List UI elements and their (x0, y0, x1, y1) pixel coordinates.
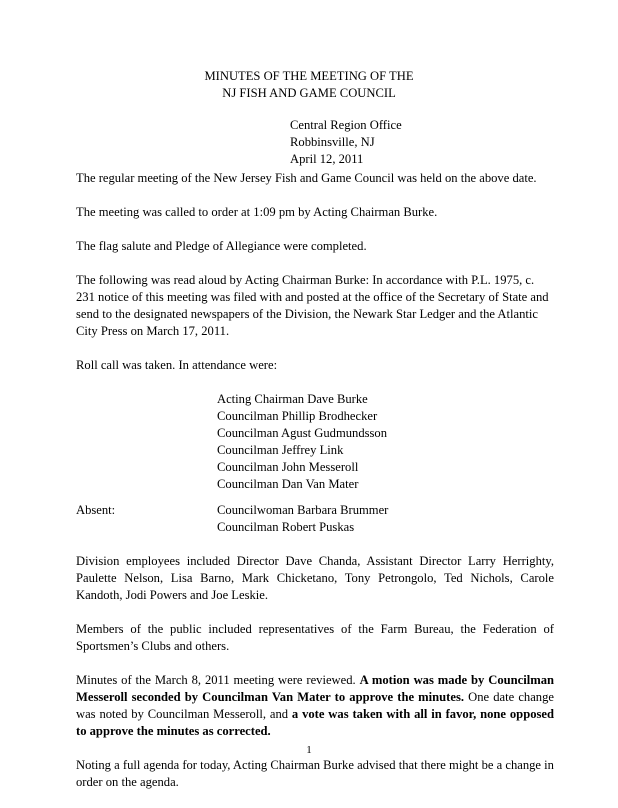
minutes-body (76, 170, 554, 808)
attendee-name: Councilman Jeffrey Link (217, 443, 344, 457)
meeting-location-block (290, 117, 402, 168)
minutes-review-text: Minutes of the March 8, 2011 meeting were reviewed. (76, 673, 360, 687)
absent-name: Councilwoman Barbara Brummer (217, 503, 389, 517)
motion-text: A motion was made by Councilman Messeroll seconded by Councilman Van Mater to approve the minutes. (76, 673, 555, 704)
paragraph-division-employees: Division employees included Director Dave Chanda, Assistant Director Larry Herrighty, Paulette Nelson, Lisa Barno, Mark Chicketano, Tony Petrongolo, Ted Nichols, Carole Kandoth, Jodi Powers and Joe Leskie. (76, 554, 554, 602)
paragraph-agenda-note: Noting a full agenda for today, Acting Chairman Burke advised that there might be a change in order on the agenda. (76, 758, 554, 789)
meeting-date: April 12, 2011 (290, 152, 364, 166)
location-office: Central Region Office (290, 118, 402, 132)
paragraph-flag-salute: The flag salute and Pledge of Allegiance were completed. (76, 239, 367, 253)
page-number: 1 (306, 744, 312, 756)
attendee-name: Acting Chairman Dave Burke (217, 392, 368, 406)
absent-section (76, 502, 554, 536)
paragraph-notice-statement: The following was read aloud by Acting Chairman Burke: In accordance with P.L. 1975, c. 231 notice of this meeting was filed with and posted at the office of the Secretary of State and send to the designated newspapers of the Division, the Newark Star Ledger and the Atlantic City Press on March 17, 2011. (76, 273, 549, 338)
absent-name: Councilman Robert Puskas (217, 520, 355, 534)
date-change-text: One date change was noted by Councilman Messeroll, and (76, 690, 554, 721)
paragraph-call-to-order: The meeting was called to order at 1:09 pm by Acting Chairman Burke. (76, 205, 438, 219)
document-title (0, 68, 618, 102)
attendee-name: Councilman Agust Gudmundsson (217, 426, 388, 440)
paragraph-roll-call: Roll call was taken. In attendance were: (76, 358, 278, 372)
attendance-list (76, 391, 554, 493)
vote-text: a vote was taken with all in favor, none opposed to approve the minutes as corrected. (76, 707, 554, 738)
paragraph-public-members: Members of the public included representatives of the Farm Bureau, the Federation of Sportsmen’s Clubs and others. (76, 622, 554, 653)
attendee-name: Councilman Phillip Brodhecker (217, 409, 378, 423)
paragraph-meeting-held: The regular meeting of the New Jersey Fish and Game Council was held on the above date. (76, 171, 537, 185)
attendee-name: Councilman John Messeroll (217, 460, 359, 474)
attendee-name: Councilman Dan Van Mater (217, 477, 359, 491)
title-line-2: NJ FISH AND GAME COUNCIL (222, 86, 396, 100)
paragraph-minutes-review (76, 672, 554, 740)
absent-label: Absent: (76, 503, 116, 517)
location-city: Robbinsville, NJ (290, 135, 375, 149)
title-line-1: MINUTES OF THE MEETING OF THE (204, 69, 414, 83)
